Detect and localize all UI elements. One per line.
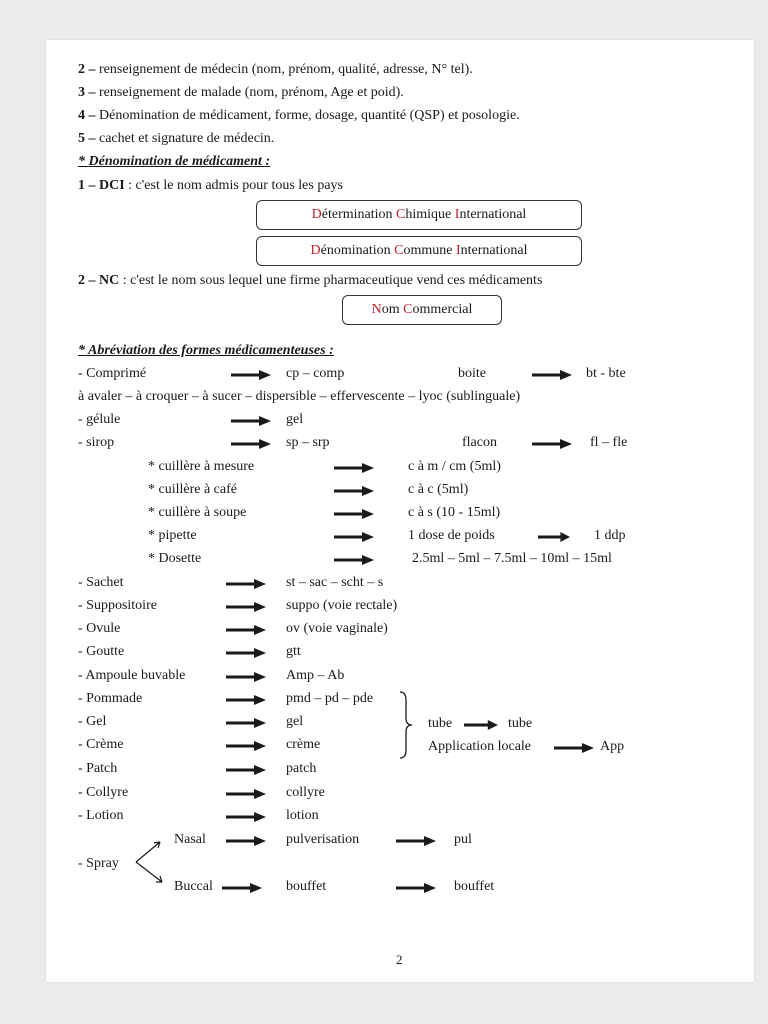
sub-pipette-abbr: 1 dose de poids	[408, 528, 495, 543]
form-ampoule: - Ampoule buvable	[78, 668, 186, 683]
abbr-sachet: st – sac – scht – s	[286, 575, 384, 590]
app-from: Application locale	[428, 739, 532, 754]
form-gelule: - gélule	[78, 412, 121, 427]
tube-from: tube	[428, 716, 453, 731]
app-to: App	[600, 739, 625, 754]
arrow-icon	[226, 740, 266, 752]
container-boite: boite	[458, 366, 486, 381]
section-title-abreviation: * Abréviation des formes médicamenteuses :	[78, 343, 334, 358]
form-sachet: - Sachet	[78, 575, 124, 590]
form-pommade: - Pommade	[78, 691, 143, 706]
sub-pipette: * pipette	[148, 528, 197, 543]
abbr-goutte: gtt	[286, 644, 301, 659]
arrow-icon	[334, 462, 374, 474]
container-flacon-abbr: fl – fle	[590, 435, 628, 450]
abbr-ovule: ov (voie vaginale)	[286, 621, 388, 636]
sub-cuillere-mesure: * cuillère à mesure	[148, 459, 255, 474]
brace-icon	[398, 690, 414, 760]
abbr-gel: gel	[286, 714, 304, 729]
page-number: 2	[396, 952, 403, 967]
abbr-patch: patch	[286, 761, 317, 776]
arrow-icon	[334, 508, 374, 520]
item-3: 3 – renseignement de malade (nom, prénom, Age et poid).	[78, 85, 404, 100]
arrow-icon	[226, 647, 266, 659]
item-4: 4 – Dénomination de médicament, forme, dosage, quantité (QSP) et posologie.	[78, 108, 520, 123]
sub-dosette: * Dosette	[148, 551, 202, 566]
arrow-icon	[231, 415, 271, 427]
abbr-pommade: pmd – pd – pde	[286, 691, 374, 706]
arrow-icon	[226, 694, 266, 706]
form-suppositoire: - Suppositoire	[78, 598, 157, 613]
arrow-icon	[231, 438, 271, 450]
container-boite-abbr: bt - bte	[586, 366, 626, 381]
arrow-icon	[226, 671, 266, 683]
spray-buccal-abbr: bouffet	[286, 879, 327, 894]
arrow-icon	[226, 764, 266, 776]
dci-box-commune: D énomination C ommune I nternational	[256, 236, 582, 266]
sub-cuillere-mesure-abbr: c à m / cm (5ml)	[408, 459, 501, 474]
spray-buccal: Buccal	[174, 879, 213, 894]
form-sirop: - sirop	[78, 435, 115, 450]
dci-line: 1 – DCI : c'est le nom admis pour tous les pays	[78, 178, 343, 193]
form-spray: - Spray	[78, 856, 119, 871]
arrow-icon	[554, 742, 594, 754]
arrow-icon	[532, 438, 572, 450]
arrow-icon	[334, 485, 374, 497]
arrow-icon	[226, 835, 266, 847]
form-comprime: - Comprimé	[78, 366, 147, 381]
form-creme: - Crème	[78, 737, 124, 752]
spray-nasal: Nasal	[174, 832, 206, 847]
sub-pipette-extra: 1 ddp	[594, 528, 626, 543]
sub-cuillere-soupe: * cuillère à soupe	[148, 505, 247, 520]
arrow-icon	[226, 624, 266, 636]
form-gel: - Gel	[78, 714, 107, 729]
abbr-collyre: collyre	[286, 785, 325, 800]
dci-box-chimique: D étermination C himique I nternational	[256, 200, 582, 230]
document-page	[46, 40, 754, 982]
section-title-denomination: * Dénomination de médicament :	[78, 154, 271, 169]
sub-cuillere-soupe-abbr: c à s (10 - 15ml)	[408, 505, 501, 520]
arrow-icon	[396, 882, 436, 894]
abbr-sirop: sp – srp	[286, 435, 330, 450]
arrow-icon	[334, 554, 374, 566]
arrow-icon	[226, 578, 266, 590]
arrow-icon	[532, 369, 572, 381]
spray-buccal-short: bouffet	[454, 879, 495, 894]
spray-nasal-short: pul	[454, 832, 472, 847]
abbr-lotion: lotion	[286, 808, 319, 823]
arrow-icon	[226, 717, 266, 729]
form-patch: - Patch	[78, 761, 118, 776]
form-ovule: - Ovule	[78, 621, 121, 636]
tube-to: tube	[508, 716, 533, 731]
nc-line: 2 – NC : c'est le nom sous lequel une firme pharmaceutique vend ces médicaments	[78, 273, 543, 288]
abbr-gelule: gel	[286, 412, 304, 427]
abbr-creme: crème	[286, 737, 321, 752]
arrow-icon	[334, 531, 374, 543]
branch-arrows-icon	[132, 836, 176, 888]
form-goutte: - Goutte	[78, 644, 125, 659]
item-5: 5 – cachet et signature de médecin.	[78, 131, 275, 146]
arrow-icon	[396, 835, 436, 847]
abbr-comprime: cp – comp	[286, 366, 345, 381]
nc-box: N om C ommercial	[342, 295, 502, 325]
comprime-note: à avaler – à croquer – à sucer – dispersible – effervescente – lyoc (sublinguale)	[78, 389, 521, 404]
container-flacon: flacon	[462, 435, 497, 450]
abbr-suppositoire: suppo (voie rectale)	[286, 598, 398, 613]
sub-cuillere-cafe: * cuillère à café	[148, 482, 237, 497]
arrow-icon	[464, 719, 498, 731]
spray-nasal-abbr: pulverisation	[286, 832, 360, 847]
sub-dosette-abbr: 2.5ml – 5ml – 7.5ml – 10ml – 15ml	[412, 551, 612, 566]
form-collyre: - Collyre	[78, 785, 129, 800]
arrow-icon	[538, 531, 570, 543]
arrow-icon	[231, 369, 271, 381]
arrow-icon	[222, 882, 262, 894]
arrow-icon	[226, 788, 266, 800]
form-lotion: - Lotion	[78, 808, 124, 823]
arrow-icon	[226, 811, 266, 823]
item-2: 2 – renseignement de médecin (nom, prénom, qualité, adresse, N° tel).	[78, 62, 473, 77]
abbr-ampoule: Amp – Ab	[286, 668, 345, 683]
arrow-icon	[226, 601, 266, 613]
sub-cuillere-cafe-abbr: c à c (5ml)	[408, 482, 469, 497]
